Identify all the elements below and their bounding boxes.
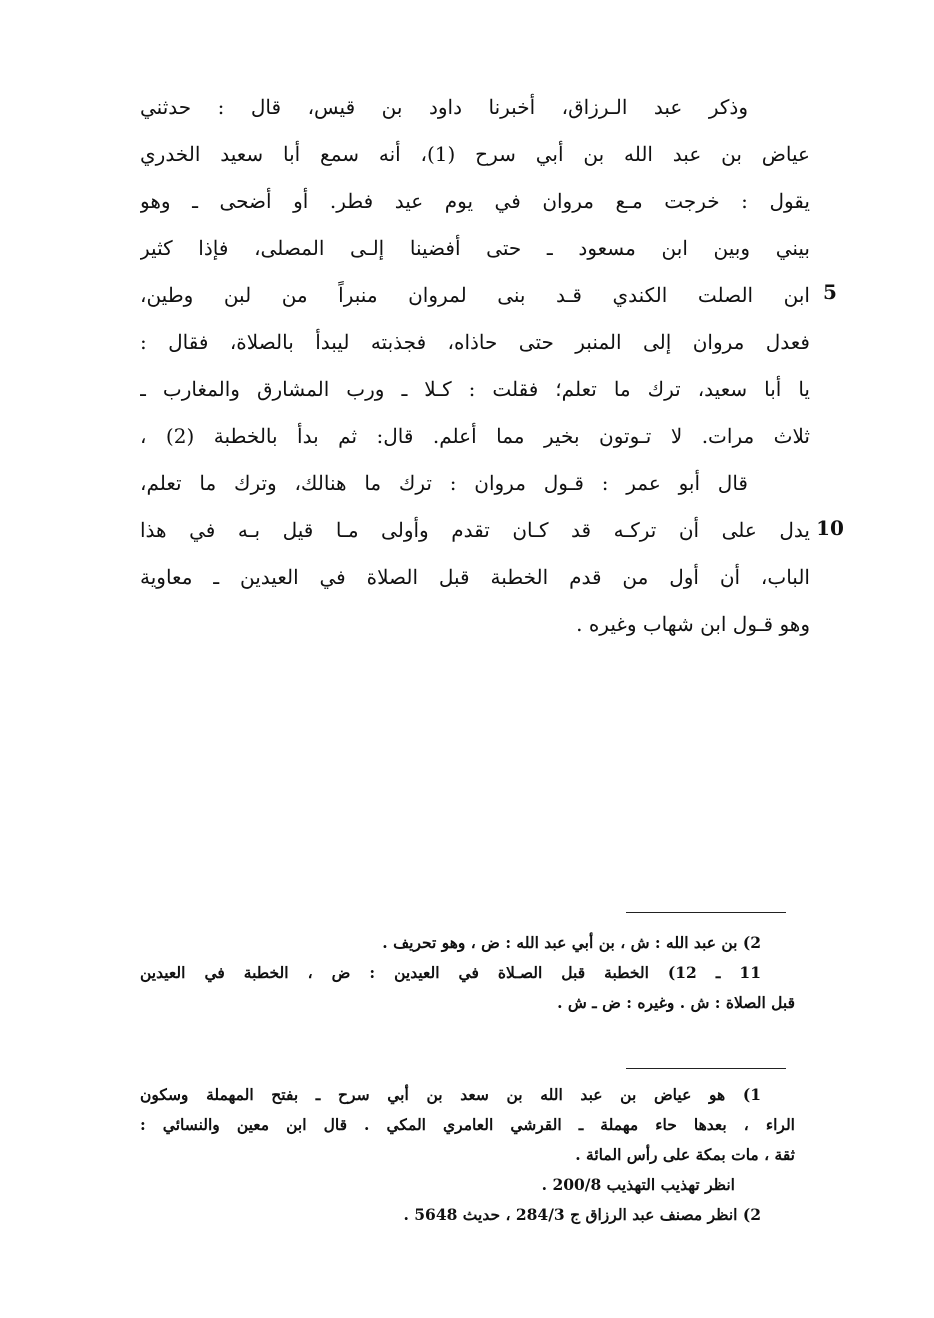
text-line-8: ثلاث مرات. لا تـوتون بخير مما أعلم. قال: ثم بدأ بالخطبة (2) ، — [140, 424, 810, 448]
variant-notes-block — [140, 928, 795, 1018]
variant-notes-divider — [626, 912, 786, 913]
footnote-line: ثقة ، مات بمكة على رأس المائة . — [575, 1145, 795, 1164]
text-line-10: يدل على أن تركـه قد كـان تقدم وأولى مـا قيل بـه في هذا — [140, 518, 810, 542]
text-line-4: بيني وبين ابن مسعود ـ حتى أفضينا إلـى المصلى، فإذا كثير — [140, 236, 810, 260]
footnotes-divider — [626, 1068, 786, 1069]
footnote-line: 1) هو عياض بن عبد الله بن سعد بن أبي سرح ـ بفتح المهملة وسكون — [140, 1085, 761, 1104]
footnotes-block — [140, 1080, 795, 1230]
text-line-9: قال أبو عمر : قـول مروان : ترك ما هنالك، وترك ما تعلم، — [140, 471, 748, 495]
variant-note-line: قبل الصلاة : ش . وغيره : ض ـ ش . — [557, 993, 795, 1012]
text-line-2: عياض بن عبد الله بن أبي سرح (1)، أنه سمع أبا سعيد الخدري — [140, 142, 810, 166]
text-line-7: يا أبا سعيد، ترك ما تعلم؛ فقلت : كـلا ـ ورب المشارق والمغارب ـ — [140, 377, 810, 401]
line-number-5: 5 — [823, 280, 837, 304]
main-text-block — [140, 84, 810, 648]
footnote-line: 2) انظر مصنف عبد الرزاق ج 284/3 ، حديث 5648 . — [403, 1205, 761, 1224]
variant-note-line: 11 ـ 12) الخطبة قبل الصـلاة في العيدين : ض ، الخطبة في العيدين — [140, 963, 761, 982]
text-line-11: الباب، أن أول من قدم الخطبة قبل الصلاة في العيدين ـ معاوية — [140, 565, 810, 589]
footnote-line: انظر تهذيب التهذيب 200/8 . — [541, 1175, 735, 1194]
text-line-6: فعدل مروان إلى المنبر حتى حاذاه، فجذبته ليبدأ بالصلاة، فقال : — [140, 330, 810, 354]
text-line-3: يقول : خرجت مـع مروان في يوم عيد فطر. أو أضحى ـ وهو — [140, 189, 810, 213]
text-line-12: وهو قـول ابن شهاب وغيره . — [576, 612, 810, 636]
variant-note-line: 2) بن عبد الله : ش ، بن أبي عبد الله : ض ، وهو تحريف . — [382, 933, 761, 952]
footnote-line: الراء ، بعدها حاء مهملة ـ القرشي العامري المكي . قال ابن معين والنسائي : — [140, 1115, 795, 1134]
text-line-1: وذكر عبد الـرزاق، أخبرنا داود بن قيس، قال : حدثني — [140, 95, 748, 119]
text-line-5: ابن الصلت الكندي قـد بنى لمروان منبراً من لبن وطين، — [140, 283, 810, 307]
line-number-10: 10 — [816, 516, 844, 540]
